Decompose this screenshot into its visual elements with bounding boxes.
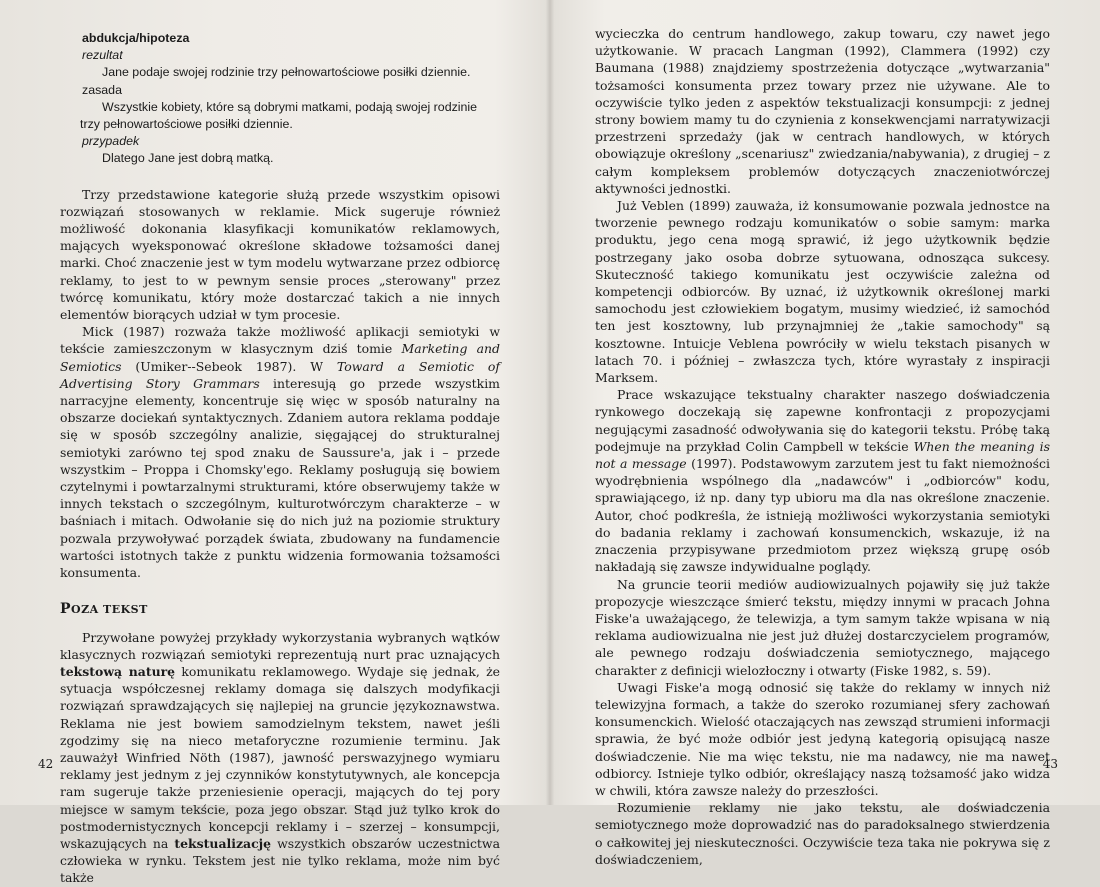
paragraph: Uwagi Fiske'a mogą odnosić się także do reklamy w innych niż telewizyjna formach, a także do szeroko rozumianej sfery zachowań konsumenckich. Wielość otaczających nas zewsząd strumieni informacji sprawia, że być może odbiór jest jedyną kategorią opisującą nasze doświadczenie. Nie ma więc tekstu, nie ma nadawcy, nie ma nawet odbiorcy. Istnieje tylko odbiór, określający naszą tożsamość jako widza w chwili, która zawsze należy do przeszłości. xyxy=(595,679,1050,798)
page-number: 42 xyxy=(38,757,54,771)
left-page xyxy=(0,0,550,886)
schema-line-result: Jane podaje swojej rodzinie trzy pełnowartościowe posiłki dziennie. xyxy=(102,65,471,80)
paragraph: Przywołane powyżej przykłady wykorzystania wybranych wątków klasycznych rozwiązań semiotyki reprezentują nurt prac uznających tekstową naturę komunikatu reklamowego. Wydaje się jednak, że sytuacja współczesnej reklamy domaga się dalszych modyfikacji rozwiązań sprawdzających się najlepiej na gruncie językoznawstwa. Reklama nie jest bowiem samodzielnym tekstem, nawet jeśli zgodzimy się na nieco metaforyczne rozumienie terminu. Jak zauważył Winfried Nöth (1987), jawność perswazyjnego wymiaru reklamy jest jednym z jej czynników konstytutywnych, ale koncepcja ram sugeruje także przeniesienie operacji, mających do tej pory miejsce w samym tekście, poza jego obszar. Stąd już tylko krok do postmodernistycznych koncepcji reklamy i – szerzej – konsumpcji, wskazujących na tekstualizację wszystkich obszarów uczestnictwa człowieka w rynku. Tekstem jest nie tylko reklama, może nim być także xyxy=(60,629,500,886)
paragraph: Na gruncie teorii mediów audiowizualnych pojawiły się już także propozycje wieszczące śmierć tekstu, między innymi w pracach Johna Fiske'a uważającego, że telewizja, a tym samym także wpisana w nią reklama audiowizualna nie jest już dłużej dostarczycielem programów, ale pewnego rodzaju doświadczenia semiotycznego, mającego charakter z definicji wielozłoczny i otwarty (Fiske 1982, s. 59). xyxy=(595,576,1050,678)
schema-line-rule: Wszystkie kobiety, które są dobrymi matkami, podają swojej rodzinie trzy pełnowartościowe posiłki dziennie. xyxy=(80,99,478,132)
schema-label-result: rezultat xyxy=(82,48,123,63)
paragraph: Mick (1987) rozważa także możliwość aplikacji semiotyki w tekście zamieszczonym w klasycznym dziś tomie Marketing and Semiotics (Umiker--Sebeok 1987). W Toward a Semiotic of Advertising Story Grammars interesują go przede wszystkim narracyjne elementy, koncentruje się więc w sposób naturalny na obszarze dociekań syntaktycznych. Zdaniem autora reklama poddaje się w sposób szczególny analizie, sięgającej do strukturalnej semiotyki zarówno tej spod znaku de Saussure'a, jak i – przede wszystkim – Proppa i Chomsky'ego. Reklamy posługują się bowiem czytelnymi i powtarzalnymi strukturami, które obserwujemy także w innych tekstach o szczególnym, kulturotwórczym charakterze – w baśniach i mitach. Odwołanie się do nich już na poziomie struktury pozwala przywoływać porządek świata, zbudowany na fundamencie wartości istotnych także z punktu widzenia formowania tożsamości konsumenta. xyxy=(60,324,500,581)
schema-title: abdukcja/hipoteza xyxy=(82,31,190,45)
schema-label-case: przypadek xyxy=(82,134,140,149)
paragraph: Prace wskazujące tekstualny charakter naszego doświadczenia rynkowego doczekają się zapewne konfrontacji z propozycjami negującymi zasadność odwoływania się do kategorii tekstu. Próbę taką podejmuje na przykład Colin Campbell w tekście When the meaning is not a message (1997). Podstawowym zarzutem jest tu fakt niemożności wyodrębnienia wspólnego dla „nadawców" i „odbiorców" kodu, sprawiającego, iż np. dany typ ubioru ma dla nas określone znaczenie. Autor, choć podkreśla, że istnieją możliwości wykorzystania semiotyki do badania reklamy i zachowań konsumenckich, wskazuje, iż na znaczenia przypisywane przedmiotom przez większą grupę osób nakładają się zawsze indywidualne poglądy. xyxy=(595,387,1050,575)
paragraph: wycieczka do centrum handlowego, zakup towaru, czy nawet jego użytkowanie. W pracach Langman (1992), Clammera (1992) czy Baumana (1988) znajdziemy spostrzeżenia dotyczące „wytwarzania" tożsamości konsumenta przez towary przez nie używane. Ale to oczywiście tylko jeden z aspektów tekstualizacji konsumpcji: z jednej strony bowiem mamy tu do czynienia z konsekwencjami narratywizacji przestrzeni sprzedaży (jak w centrach handlowych, w których obowiązuje określony „scenariusz" zwiedzania/nabywania), z drugiej – z całym kompleksem problemów dotyczących znaczeniotwórczej aktywności jednostki. xyxy=(595,26,1050,196)
abduction-schema xyxy=(60,30,500,168)
right-page xyxy=(550,0,1100,867)
schema-label-rule: zasada xyxy=(82,82,122,97)
right-page-text xyxy=(595,25,1050,868)
paragraph: Już Veblen (1899) zauważa, iż konsumowanie pozwala jednostce na tworzenie pewnego rodzaju komunikatów o sobie samym: marka produktu, jego cena mogą sprawić, iż jego użytkownik będzie postrzegany jako osoba dobrze sytuowana, odnosząca sukcesy. Skuteczność takiego komunikatu jest oczywiście zależna od kompetencji odbiorców. By uznać, iż użytkownik określonej marki samochodu jest człowiekiem bogatym, musimy wiedzieć, iż samochód ten jest kosztowny, lub przynajmniej że „takie samochody" są kosztowne. Intuicje Veblena powróciły w wielu tekstach pisanych w latach 70. i później – zwłaszcza tych, które wyrastały z inspiracji Marksem. xyxy=(595,198,1050,386)
page-number: 43 xyxy=(1042,757,1058,771)
paragraph: Trzy przedstawione kategorie służą przede wszystkim opisowi rozwiązań stosowanych w reklamie. Mick sugeruje również możliwość dokonania klasyfikacji komunikatów reklamowych, mających wyeksponować określone składowe tożsamości danej marki. Choć znaczenie jest w tym modelu wytwarzane przez odbiorcę reklamy, to jest to w pewnym sensie proces „sterowany" przez twórcę komunikatu, który może dostarczać takich a nie innych elementów biorących udział w tym procesie. xyxy=(60,186,500,323)
left-page-text xyxy=(60,30,500,887)
schema-line-case: Dlatego Jane jest dobrą matką. xyxy=(102,151,274,166)
paragraph: Rozumienie reklamy nie jako tekstu, ale doświadczenia semiotycznego może doprowadzić nas do paradoksalnego stwierdzenia o całkowitej jej nieskuteczności. Oczywiście teza taka nie pokrywa się z doświadczeniem, xyxy=(595,800,1050,867)
section-heading: POZA TEKST xyxy=(60,601,148,618)
